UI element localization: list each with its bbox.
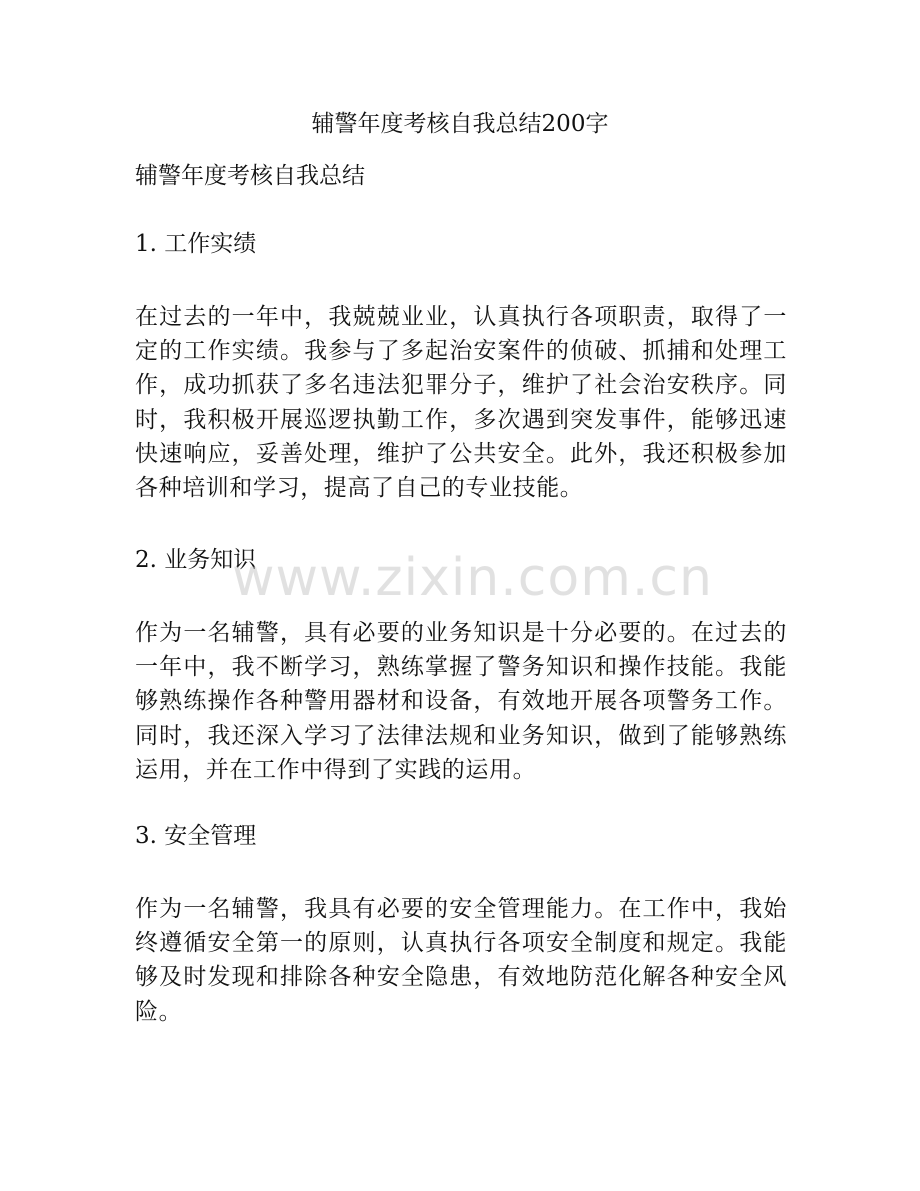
section-business-knowledge (135, 542, 787, 787)
section-safety-management (135, 818, 787, 1029)
document-subtitle: 辅警年度考核自我总结 (135, 163, 365, 189)
watermark-text: www.zixin.com.cn (232, 548, 713, 608)
document-title: 辅警年度考核自我总结200字 (311, 111, 609, 137)
section-heading: 1. 工作实绩 (135, 231, 257, 257)
section-paragraph: 在过去的一年中，我兢兢业业，认真执行各项职责，取得了一定的工作实绩。我参与了多起治安案件的侦破、抓捕和处理工作，成功抓获了多名违法犯罪分子，维护了社会治安秩序。同时，我积极开展巡逻执勤工作，多次遇到突发事件，能够迅速快速响应，妥善处理，维护了公共安全。此外，我还积极参加各种培训和学习，提高了自己的专业技能。 (135, 304, 787, 502)
section-paragraph: 作为一名辅警，我具有必要的安全管理能力。在工作中，我始终遵循安全第一的原则，认真执行各项安全制度和规定。我能够及时发现和排除各种安全隐患，有效地防范化解各种安全风险。 (135, 896, 787, 1025)
section-heading: 3. 安全管理 (135, 823, 257, 849)
section-heading: 2. 业务知识 (135, 547, 257, 573)
section-paragraph: 作为一名辅警，具有必要的业务知识是十分必要的。在过去的一年中，我不断学习，熟练掌握了警务知识和操作技能。我能够熟练操作各种警用器材和设备，有效地开展各项警务工作。同时，我还深入学习了法律法规和业务知识，做到了能够熟练运用，并在工作中得到了实践的运用。 (135, 620, 787, 783)
section-work-performance (135, 226, 787, 505)
